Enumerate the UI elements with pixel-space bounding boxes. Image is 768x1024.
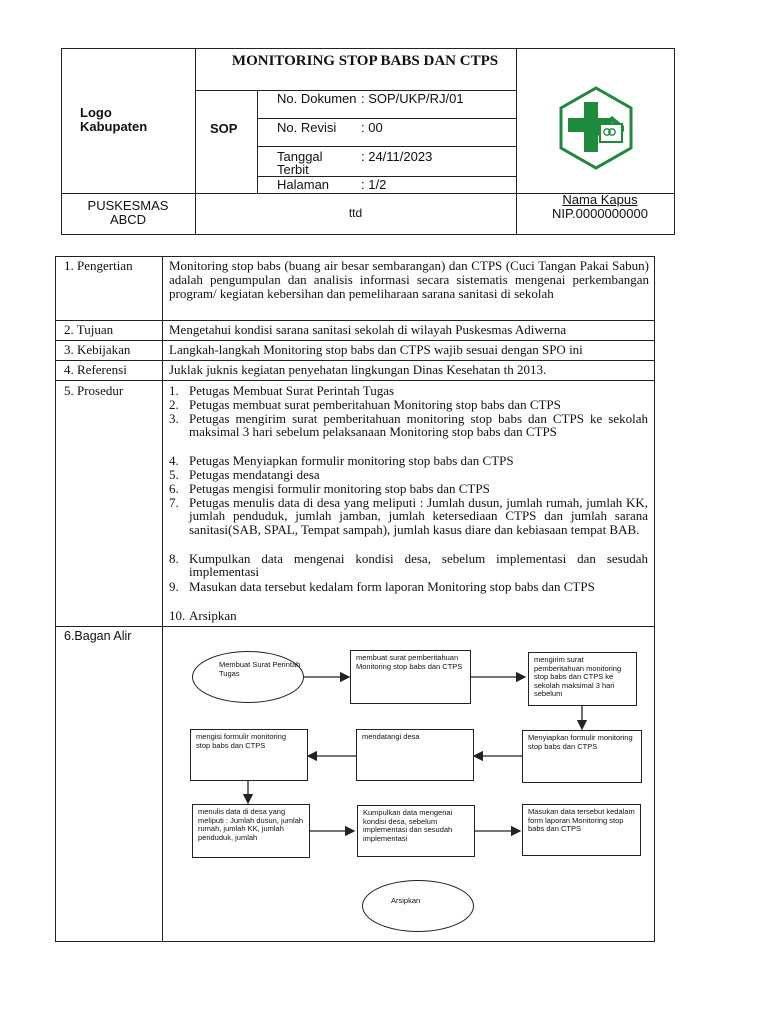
- label-pengertian: 1. Pengertian: [64, 258, 133, 273]
- puskesmas-name: PUSKESMAS ABCD: [87, 198, 169, 227]
- kapus-name: Nama Kapus: [562, 192, 638, 207]
- document-title: MONITORING STOP BABS DAN CTPS: [231, 53, 499, 69]
- logo-placeholder: Logo Kabupaten: [80, 105, 148, 134]
- text-kebijakan: Langkah-langkah Monitoring stop babs dan CTPS wajib sesuai dengan SPO ini: [169, 342, 583, 357]
- label-tujuan: 2. Tujuan: [64, 322, 114, 337]
- meta-label-halaman: Halaman: [277, 177, 330, 192]
- flow-node: Masukan data tersebut kedalam form laporan Monitoring stop babs dan CTPS: [522, 804, 641, 856]
- meta-label-no-dokumen: No. Dokumen: [277, 91, 357, 106]
- label-referensi: 4. Referensi: [64, 362, 127, 377]
- meta-value-no-dokumen: : SOP/UKP/RJ/01: [361, 91, 464, 106]
- meta-value-no-revisi: : 00: [361, 120, 383, 135]
- kapus-nip: NIP.0000000000: [552, 206, 648, 221]
- flow-node-start: Membuat Surat Perintah Tugas: [192, 651, 304, 703]
- flow-node: membuat surat pemberitahuan Monitoring stop babs dan CTPS: [350, 650, 471, 704]
- signature-ttd: ttd: [348, 206, 363, 220]
- flow-node: Menyiapkan formulir monitoring stop babs dan CTPS: [522, 730, 642, 783]
- flow-node: mendatangi desa: [356, 729, 474, 781]
- text-tujuan: Mengetahui kondisi sarana sanitasi sekolah di wilayah Puskesmas Adiwerna: [169, 322, 567, 337]
- meta-label-tanggal-terbit: Tanggal Terbit: [277, 149, 323, 177]
- label-bagan-alir: 6.Bagan Alir: [64, 629, 132, 643]
- flow-node: Kumpulkan data mengenai kondisi desa, sebelum implementasi dan sesudah implementasi: [357, 805, 475, 857]
- text-referensi: Juklak juknis kegiatan penyehatan lingkungan Dinas Kesehatan th 2013.: [169, 362, 547, 377]
- flow-node: menulis data di desa yang meliputi : Jumlah dusun, jumlah rumah, jumlah KK, jumlah penduduk, jumlah: [192, 804, 310, 858]
- flow-node-end: Arsipkan: [362, 880, 474, 932]
- meta-value-halaman: : 1/2: [361, 177, 387, 192]
- meta-label-no-revisi: No. Revisi: [277, 120, 337, 135]
- flow-node: mengisi formulir monitoring stop babs dan CTPS: [190, 729, 308, 781]
- meta-value-tanggal-terbit: : 24/11/2023: [361, 149, 433, 164]
- flow-node: mengirim surat pemberitahuan monitoring stop babs dan CTPS ke sekolah maksimal 3 hari sebelum: [528, 652, 637, 706]
- text-pengertian: Monitoring stop babs (buang air besar sembarangan) dan CTPS (Cuci Tangan Pakai Sabun) adalah pengumpulan dan analisis informasi secara sistematis mengenai perkembangan program/ kegiatan kebersihan dan pemeliharaan sarana sanitasi di sekolah: [169, 258, 649, 301]
- label-prosedur: 5. Prosedur: [64, 383, 124, 398]
- label-kebijakan: 3. Kebijakan: [64, 342, 131, 357]
- sop-label: SOP: [210, 121, 238, 136]
